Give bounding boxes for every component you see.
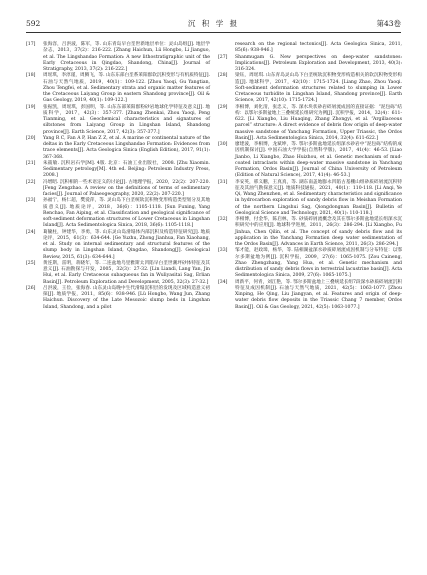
reference-number: [21] <box>26 160 36 166</box>
reference-item <box>26 180 210 199</box>
reference-item <box>26 286 210 311</box>
reference-item <box>218 248 402 279</box>
reference-number: [32] <box>218 217 228 222</box>
volume-label: 第43卷 <box>376 19 401 28</box>
reference-item <box>26 136 210 161</box>
reference-text: 邹才能，赵政璋，杨华，等. 陆相湖盆深水砂质碎屑流成因机制与分布特征：以鄂尔多斯盆地为例[J]. 沉积学报，2009，27(6)：1065-1075. [Zou Caineng, Zhao Zhengzhang, Yang Hua, et al. Genetic mechanism and distribution of sandy debris flows in terrestrial lacustrine basin[J]. Acta Sedimentologica Sinica, 2009, 27(6): 1065-1075.] <box>235 248 402 279</box>
reference-text: 李相博，刘化清，张忠义，等. 深水块状砂岩碎屑流成因的直接证据：“泥包砾”结构：以鄂尔多斯盆地上三叠统延长组研究为例[J]. 沉积学报，2014，32(4)：611-622. [Li Xiangbo, Liu Huaqing, Zhang Zhongyi, et al. “Argillaceous parcel” structure: A direct evidence of debris flow origin of deep-water massive sandstone of Yanchang Formation, Upper Triassic, the Ordos Basin[J]. Acta Sedimentologica Sinica, 2014, 32(4): 611-622.] <box>235 104 402 141</box>
reference-number: [20] <box>26 135 36 141</box>
journal-title: 沉 积 学 报 <box>187 19 240 28</box>
reference-number: [19] <box>26 104 36 110</box>
reference-number: [22] <box>26 179 36 185</box>
reference-text: 梁钰，周瑶琪. 山东青岛灵山岛下白垩统软沉积物变形构造相关的软沉积物变形构造[J]. 地球科学，2017，42(10)：1715-1724. [Liang Zhao, Zhou Yaoqi. Soft-sediment deformation structures related to slumping in Lower Cretaceous turbidite in Lingshan Island, Shandong province[J]. Earth Science, 2017, 42(10): 1715-1724.] <box>235 73 402 104</box>
reference-item <box>26 73 210 104</box>
reference-text: 廖建波，李相博，龙斌坤，等. 鄂尔多斯盆地延长组深水砂岩中“泥包砾”结构的成因机制探讨[J]. 中国石油大学学报(自然科学版)，2017，41(4)：46-53. [Liao Jianbo, Li Xiangbo, Zhao Huizhou, et al. Genetic mechanism of mud-coated intraclasts within deep-water massive sandstone in Yanchang Formation, Ordos Basin[J]. Journal of China University of Petroleum (Edition of Natural Science), 2017, 41(4): 46-53.] <box>235 142 402 179</box>
references-left-column <box>26 42 210 311</box>
reference-item <box>26 198 210 229</box>
reference-item <box>218 217 402 248</box>
reference-text: 黄连斯，雷明，蒋晓年，等. 二连盆地乌里雅斯太凹陷早白垩世潮坪砂体特征及其意义[J]. 石油勘探与开发，2005，32(3)：27-32. [Lin Liandi, Lang Yan, Jin Hui, et al. Early Cretaceous subaqueous fan in Wuliyasitai Sag, Erlian Basin[J]. Petroleum Exploration and Development, 2005, 32(3): 27-32.] <box>43 260 210 285</box>
reference-item <box>26 161 210 180</box>
reference-text: 张振凯，周瑶琪，彭国明，等. 山东东部莱阳群粉砂岩地球化学特征及意义[J]. 地质科学，2017，42(3)：357-377. [Zhang Zhenkai, Zhou Yaoqi, Peng Tianming, et al. Geochemical characteristics and signatures of siltstones from Laiyang Group in Lingshan Island, Shandong province[J]. Earth Science, 2017, 42(3): 357-377.] <box>43 104 210 135</box>
reference-item <box>218 180 402 218</box>
reference-number: [31] <box>218 179 228 185</box>
reference-number: [30] <box>218 142 228 147</box>
reference-text: 周瑶琪，李淳谨，周腾飞，等. 山东东部白垩系莱阳群软沉积变形与有机质特征[J]. 石油与天然气地质，2019，40(1)：109-122. [Zhou Yaoqi, Gu Yangtian, Zhou Tengfei, et al. Sedimentary strata and organic matter features of the Cretaceous Laiyang Group in eastern Shandong province[J]. Oil & Gas Geology, 2019, 40(1): 109-122.] <box>43 73 210 104</box>
reference-text: 孙福宁，杨仁超，樊爱萍，等. 灵山岛下白垩统软沉积物变形构造类型划分及其地质意义[J]. 地质论评，2018，36(6)：1105-1118. [Sun Funing, Yang Renchao, Fan Aiping, et al. Classification and geological significance of soft-sediment deformation structures of Lower Cretaceous in Lingshan Island[J]. Acta Sedimentologica Sinica, 2018, 36(6): 1105-1118.] <box>43 198 210 229</box>
reference-number: [18] <box>26 73 36 79</box>
reference-text: 冯增昭. 沉积相的一些术语定义的讨论[J]. 古地理学报，2020，22(2)：207-220. [Feng Zengzhao. A review on the definitions of terms of sedimentary facies[J]. Journal of Palaeogeography, 2020, 22(2): 207-220.] <box>43 179 210 197</box>
reference-item <box>218 105 402 143</box>
reference-text: 张海容，吕洪波，陈军，等. 山东青岛早白垩世新地层单位：灵山岛组[J]. 地层学杂志，2013，37(2)：216-222. [Zhang Haichun, Lü Hongbo, Li Jianguo, et al. The Lingshandao Formation: A new lithostratigraphic unit of the Early Cretaceous in Qingdao, Shandong, China[J]. Journal of Stratigraphy, 2013, 37(2): 216-222.] <box>43 42 210 72</box>
reference-item <box>26 230 210 261</box>
page-number: 592 <box>26 19 41 28</box>
reference-item <box>26 105 210 136</box>
reference-number: [24] <box>26 229 36 235</box>
reference-item <box>218 73 402 104</box>
reference-text: 吕洪波，王俭，张海春. 山东灵山岛晚中生代滑塌沉积层的发现及区域构造意义初探[J]. 地质学报，2011，85(6)：938-946. [Lü Hongbo, Wang Jun, Zhang Haichun. Discovery of the Late Mesozoic slump beds in Lingshan Island, Shandong, and a pilot <box>43 285 210 310</box>
reference-text: 周新平，何青，刘江艳，等. 鄂尔多斯盆地上三叠统延长组7段深水砂质碎屑流沉积特征及成因机制[J]. 石油与天然气地质，2021，42(5)：1063-1077. [Zhou Xinping, He Qing, Liu Jiangyan, et al. Features and origin of deep-water debris flow deposits in the Triassic Chang 7 member, Ordos Basin[J]. Oil & Gas Geology, 2021, 42(5): 1063-1077.] <box>235 279 402 310</box>
reference-number: [33] <box>218 248 228 254</box>
reference-text: 李相博，付金华，陈启林，等. 砂质碎屑流概念及其在鄂尔多斯盆地延长组深水沉积研究中的应用[J]. 地球科学进展，2011，26(3)：286-294. [Li Xiangbo, Fu Jinhua, Chen Qilin, et al. The concept of sandy debris flow and its application in the Yanchang Formation deep water sedimentation of the Ordos Basin[J]. Advances in Earth Science, 2011, 26(3): 286-294.] <box>235 217 402 247</box>
reference-text: 葛毓柱，钟建华，李勇，等. 山东灵山岛滑塌体内部沉积及构造特征研究[J]. 地质论评，2015，61(3)：634-644. [Ge Yuzhu, Zhong Jianhua, Fan Xiaohang, et al. Study on internal sedimentary and structural features of the slump body in Lingshan Island, Qingdao, Shandong[J]. Geological Review, 2015, 61(3): 634-644.] <box>43 229 210 260</box>
references-right-column <box>218 42 402 311</box>
reference-item <box>26 261 210 286</box>
reference-text: 李安英，邢义鹏，王真真，等. 湖东南盖地膨永凹陷古基棚山组砂质碎屑流沉积特征及其油气勘探意义[J]. 地质科技通报，2021，40(1)：110-118. [Li Anqi, Ye Qi, Wang Zhenzhen, et al. Sedimentary characteristics and significance in hydrocarbon exploration of sandy debris flow in Meishan Formation of the northern Lingshui Sag, Qiongdongnan Basin[J]. Bulletin of Geological Science and Technology, 2021, 40(1): 110-118.] <box>235 179 402 216</box>
reference-item <box>218 280 402 311</box>
reference-text: 朱筱敏. 沉积岩石学[M]. 4版. 北京：石油工业出版社，2008. [Zhu Xiaomin. Sedimentary petrology[M]. 4th ed. Beijing: Petroleum Industry Press, 2008.] <box>43 160 210 179</box>
reference-text: Shanmugam G. New perspectives on deep-water sandstones: Implications[J]. Petroleum Exploration and Development, 2013, 40(3): 316-324. <box>235 54 402 72</box>
reference-item <box>218 42 402 55</box>
reference-number: [23] <box>26 198 36 204</box>
running-head <box>26 18 401 33</box>
reference-item <box>218 142 402 180</box>
reference-number: [28] <box>218 73 228 79</box>
reference-text: Yang R C, Fan A P, Han Z Z, et al. A marine or continental nature of the deltas in the Early Cretaceous Lingshandao Formation: Evidences from trace elements[J]. Acta Geologica Sinica (English Edition), 2017, 91(1): 367-368. <box>43 135 210 160</box>
reference-item <box>26 42 210 73</box>
reference-number: [25] <box>26 260 36 266</box>
reference-text: research on the regional tectonics[J]. Acta Geologica Sinica, 2011, 85(6): 938-946.] <box>235 42 402 54</box>
reference-number: [29] <box>218 104 228 110</box>
reference-number: [26] <box>26 285 36 291</box>
reference-number: [27] <box>218 54 228 60</box>
reference-number: [17] <box>26 42 36 47</box>
reference-number: [34] <box>218 279 228 285</box>
reference-item <box>218 55 402 74</box>
